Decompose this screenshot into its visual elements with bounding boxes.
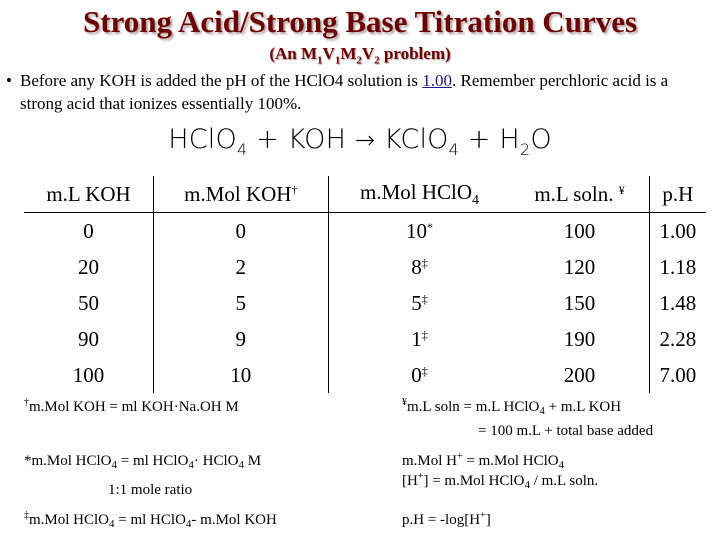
note-mmol-h: m.Mol H+ = m.Mol HClO$_4$ <box>402 451 565 471</box>
table-cell: 120 <box>510 249 649 285</box>
table-cell: 190 <box>510 321 649 357</box>
table-row <box>24 321 706 357</box>
note-mmol-hclo4-initial: *m.Mol HClO$_4$ = ml HClO$_4$· HClO$_4$ M <box>24 453 262 471</box>
table-cell: 0‡ <box>411 362 428 387</box>
note-ml-soln: ¥m.L soln = m.L HClO$_4$ + m.L KOH <box>402 397 622 417</box>
note-mole-ratio: 1:1 mole ratio <box>108 482 193 498</box>
table-cell: 0 <box>154 213 329 250</box>
note-mmol-hclo4-remaining: ‡m.Mol HClO$_4$ = ml HClO$_4$- m.Mol KOH <box>24 510 277 530</box>
table-cell: 5‡ <box>411 290 428 315</box>
table-cell: 1‡ <box>411 326 428 351</box>
note-mmol-koh: †m.Mol KOH = ml KOH·Na.OH M <box>24 397 239 415</box>
table-cell: 90 <box>24 321 154 357</box>
table-row <box>24 249 706 285</box>
table-cell: 100 <box>24 357 154 393</box>
titration-table <box>24 176 706 393</box>
bullet-text <box>6 69 714 115</box>
table-row <box>24 213 706 250</box>
reaction-equation: HClO$_4$ + KOH → KClO$_4$ + $H_2O$ <box>168 124 552 159</box>
note-h-concentration: [H+] = m.Mol HClO$_4$ / m.L soln. <box>402 471 599 491</box>
bullet-point <box>6 69 714 115</box>
table-cell: 150 <box>510 285 649 321</box>
table-cell: 9 <box>154 321 329 357</box>
table-cell: 5 <box>154 285 329 321</box>
table-cell: 200 <box>510 357 649 393</box>
slide-subtitle: (An $M_1V_1M_2V_2$ problem) <box>269 44 451 67</box>
table-row <box>24 357 706 393</box>
table-cell: 10* <box>405 218 433 243</box>
slide-title: Strong Acid/Strong Base Titration Curves <box>82 4 638 39</box>
table-cell: 20 <box>24 249 154 285</box>
initial-ph-value: 1.00 <box>422 71 453 90</box>
table-cell: 1.48 <box>659 290 697 315</box>
header-ph: p.H <box>662 181 694 206</box>
table-cell: 100 <box>510 213 649 250</box>
table-body <box>24 213 706 394</box>
table-cell: 1.18 <box>659 254 697 279</box>
note-ph-formula: p.H = -log[H+] <box>402 510 491 528</box>
table-cell: 2 <box>154 249 329 285</box>
header-mmol-hclo4: m.Mol HClO$_4$ <box>359 179 479 208</box>
bullet-text-before: Before any KOH is added the pH of the HClO4 solution is <box>20 71 423 90</box>
table-cell: 8‡ <box>411 254 428 279</box>
header-ml-koh: m.L KOH <box>24 176 154 213</box>
table-cell: 7.00 <box>659 362 697 387</box>
table-row <box>24 285 706 321</box>
note-ml-soln-continued: = 100 m.L + total base added <box>478 423 654 439</box>
table-header-row <box>24 176 706 213</box>
bullet-text-after: . Remember perchloric acid is a strong acid that ionizes essentially 100%. <box>20 71 669 113</box>
table-cell: 1.00 <box>659 218 697 243</box>
header-ml-soln: m.L soln. ¥ <box>510 176 649 213</box>
header-mmol-koh: m.Mol KOH† <box>154 176 329 213</box>
table-cell: 50 <box>24 285 154 321</box>
bullet-icon: • <box>6 71 12 90</box>
table-cell: 10 <box>154 357 329 393</box>
table-cell: 0 <box>24 213 154 250</box>
table-cell: 2.28 <box>659 326 697 351</box>
